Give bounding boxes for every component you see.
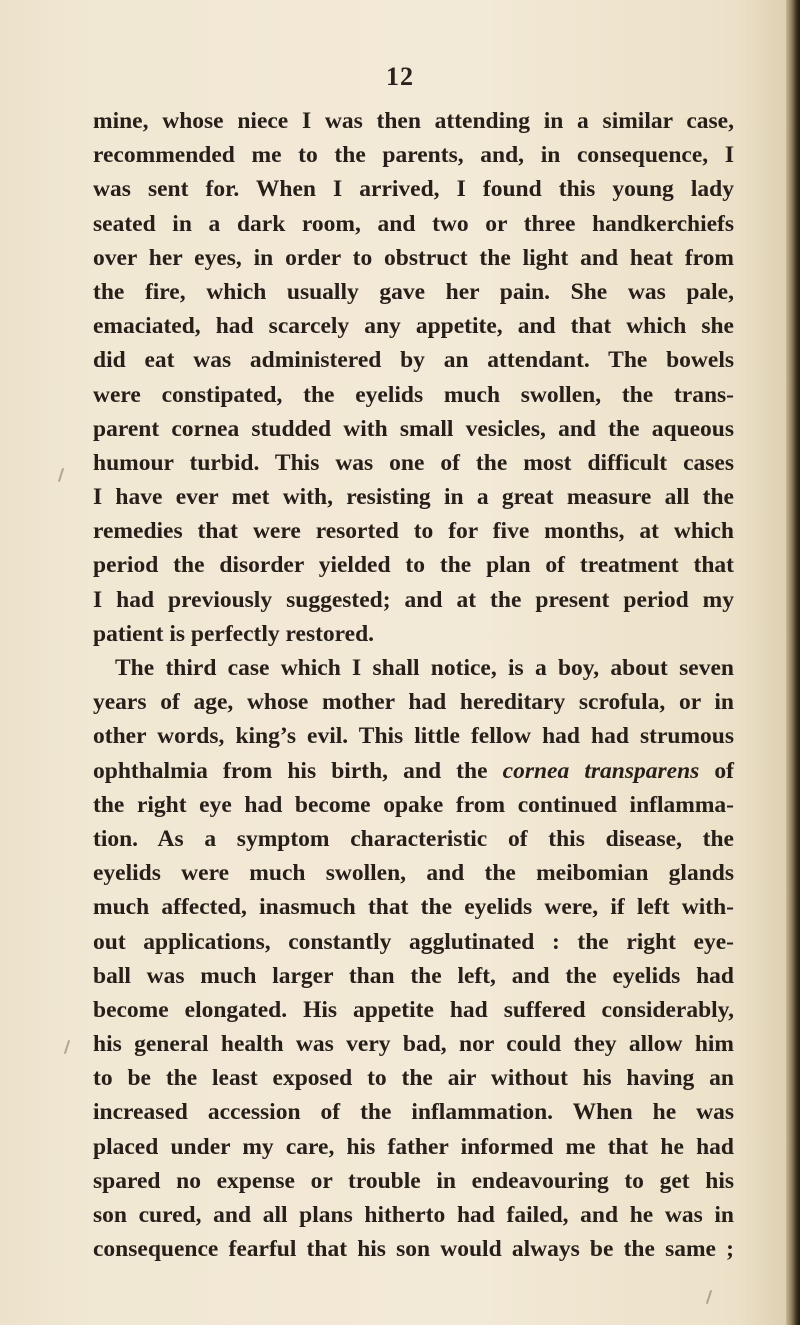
text-line: I have ever met with, resisting in a great measure all the [93,484,734,511]
text-line: I had previously suggested; and at the present period my [93,586,734,613]
text-segment: of [714,757,734,784]
paper-speck [64,1040,70,1054]
text-line: recommended me to the parents, and, in consequence, I [93,142,734,169]
text-line: remedies that were resorted to for five months, at which [93,518,734,545]
text-line: mine, whose niece I was then attending in a similar case, [93,108,734,134]
text-line: over her eyes, in order to obstruct the light and heat from [93,244,734,271]
text-line: the right eye had become opake from continued inflamma- [93,791,734,818]
text-line: parent cornea studded with small vesicles, and the aqueous [93,415,734,442]
paper-speck [706,1290,712,1304]
text-line: consequence fearful that his son would always be the same ; [93,1236,734,1263]
text-line: placed under my care, his father informed me that he had [93,1133,734,1160]
text-line: eyelids were much swollen, and the meibomian glands [93,860,734,887]
text-line: did eat was administered by an attendant. The bowels [93,347,734,374]
text-line: ball was much larger than the left, and the eyelids had [93,962,734,989]
text-line: tion. As a symptom characteristic of this disease, the [93,825,734,852]
text-line: other words, king’s evil. This little fellow had had strumous [93,723,734,750]
text-segment: ophthalmia from his birth, and the [93,757,488,784]
body-text [93,104,734,1266]
text-line: period the disorder yielded to the plan of treatment that [93,552,734,579]
text-line: patient is perfectly restored. [93,620,375,647]
text-line: were constipated, the eyelids much swollen, the trans- [93,381,734,408]
text-line: the fire, which usually gave her pain. She was pale, [93,278,734,305]
text-line: seated in a dark room, and two or three handkerchiefs [93,210,734,237]
text-line-with-italic [93,754,734,788]
paper-speck [58,468,64,482]
italic-term: cornea transparens [502,757,700,784]
text-line: much affected, inasmuch that the eyelids were, if left with- [93,894,734,921]
text-line: his general health was very bad, nor could they allow him [93,1031,734,1058]
text-line: emaciated, had scarcely any appetite, and that which she [93,313,734,340]
text-line: was sent for. When I arrived, I found this young lady [93,176,734,203]
page-number: 12 [386,62,414,91]
text-line: to be the least exposed to the air without his having an [93,1065,734,1092]
text-line: humour turbid. This was one of the most difficult cases [93,449,734,476]
page-edge-shadow [786,0,800,1325]
text-line: increased accession of the inflammation. When he was [93,1099,734,1126]
text-line: years of age, whose mother had hereditary scrofula, or in [93,689,734,716]
text-line: son cured, and all plans hitherto had failed, and he was in [93,1202,734,1228]
text-line: out applications, constantly agglutinated : the right eye- [93,928,734,955]
text-line: spared no expense or trouble in endeavouring to get his [93,1167,734,1194]
text-line: The third case which I shall notice, is a boy, about seven [115,655,734,681]
text-line: become elongated. His appetite had suffered considerably, [93,996,734,1023]
